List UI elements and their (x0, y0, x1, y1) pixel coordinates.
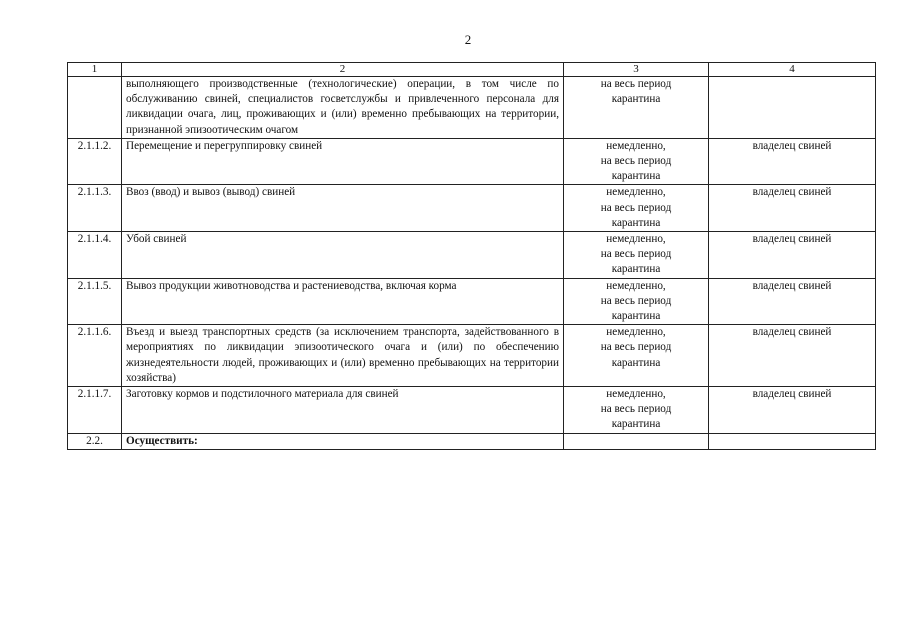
row-term: на весь период карантина (564, 77, 709, 139)
row-number: 2.1.1.2. (68, 138, 122, 185)
row-measure-text: Вывоз продукции животноводства и растениеводства, включая корма (122, 278, 564, 325)
row-number (68, 77, 122, 139)
row-term: немедленно, на весь период карантина (564, 387, 709, 434)
row-number: 2.1.1.6. (68, 325, 122, 387)
row-measure-text: Въезд и выезд транспортных средств (за исключением транспорта, задействованного в мероприятиях по ликвидации эпизоотического очага и (или) по обеспечению жизнедеятельности людей, проживающих и (или) временно пребывающих на территории хозяйства) (122, 325, 564, 387)
table-row (68, 433, 876, 449)
row-responsible (709, 433, 876, 449)
table-row (68, 185, 876, 232)
table-row (68, 138, 876, 185)
header-col-1: 1 (68, 63, 122, 77)
row-term: немедленно, на весь период карантина (564, 185, 709, 232)
row-measure-text: выполняющего производственные (технологические) операции, в том числе по обслуживанию свиней, специалистов госветслужбы и привлеченного персонала для ликвидации очага, лиц, проживающих и (или) временно пребывающих на территории, признанной эпизоотическим очагом (122, 77, 564, 139)
table-row (68, 278, 876, 325)
row-term: немедленно, на весь период карантина (564, 232, 709, 279)
row-number: 2.2. (68, 433, 122, 449)
row-term (564, 433, 709, 449)
table-row (68, 77, 876, 139)
row-term: немедленно, на весь период карантина (564, 278, 709, 325)
row-measure-text: Убой свиней (122, 232, 564, 279)
row-term: немедленно, на весь период карантина (564, 138, 709, 185)
row-responsible: владелец свиней (709, 278, 876, 325)
row-measure-text: Ввоз (ввод) и вывоз (вывод) свиней (122, 185, 564, 232)
table-row (68, 232, 876, 279)
row-number: 2.1.1.4. (68, 232, 122, 279)
header-col-2: 2 (122, 63, 564, 77)
row-number: 2.1.1.5. (68, 278, 122, 325)
header-col-4: 4 (709, 63, 876, 77)
row-responsible: владелец свиней (709, 325, 876, 387)
row-responsible: владелец свиней (709, 185, 876, 232)
table-row (68, 325, 876, 387)
table-header-row (68, 63, 876, 77)
row-term: немедленно, на весь период карантина (564, 325, 709, 387)
row-measure-text: Заготовку кормов и подстилочного материала для свиней (122, 387, 564, 434)
header-col-3: 3 (564, 63, 709, 77)
page-number: 2 (464, 32, 472, 47)
row-responsible: владелец свиней (709, 232, 876, 279)
row-responsible: владелец свиней (709, 138, 876, 185)
row-number: 2.1.1.7. (68, 387, 122, 434)
row-measure-text: Осуществить: (122, 433, 564, 449)
row-responsible: владелец свиней (709, 387, 876, 434)
row-number: 2.1.1.3. (68, 185, 122, 232)
measures-table (67, 62, 876, 450)
table-row (68, 387, 876, 434)
row-measure-text: Перемещение и перегруппировку свиней (122, 138, 564, 185)
row-responsible (709, 77, 876, 139)
